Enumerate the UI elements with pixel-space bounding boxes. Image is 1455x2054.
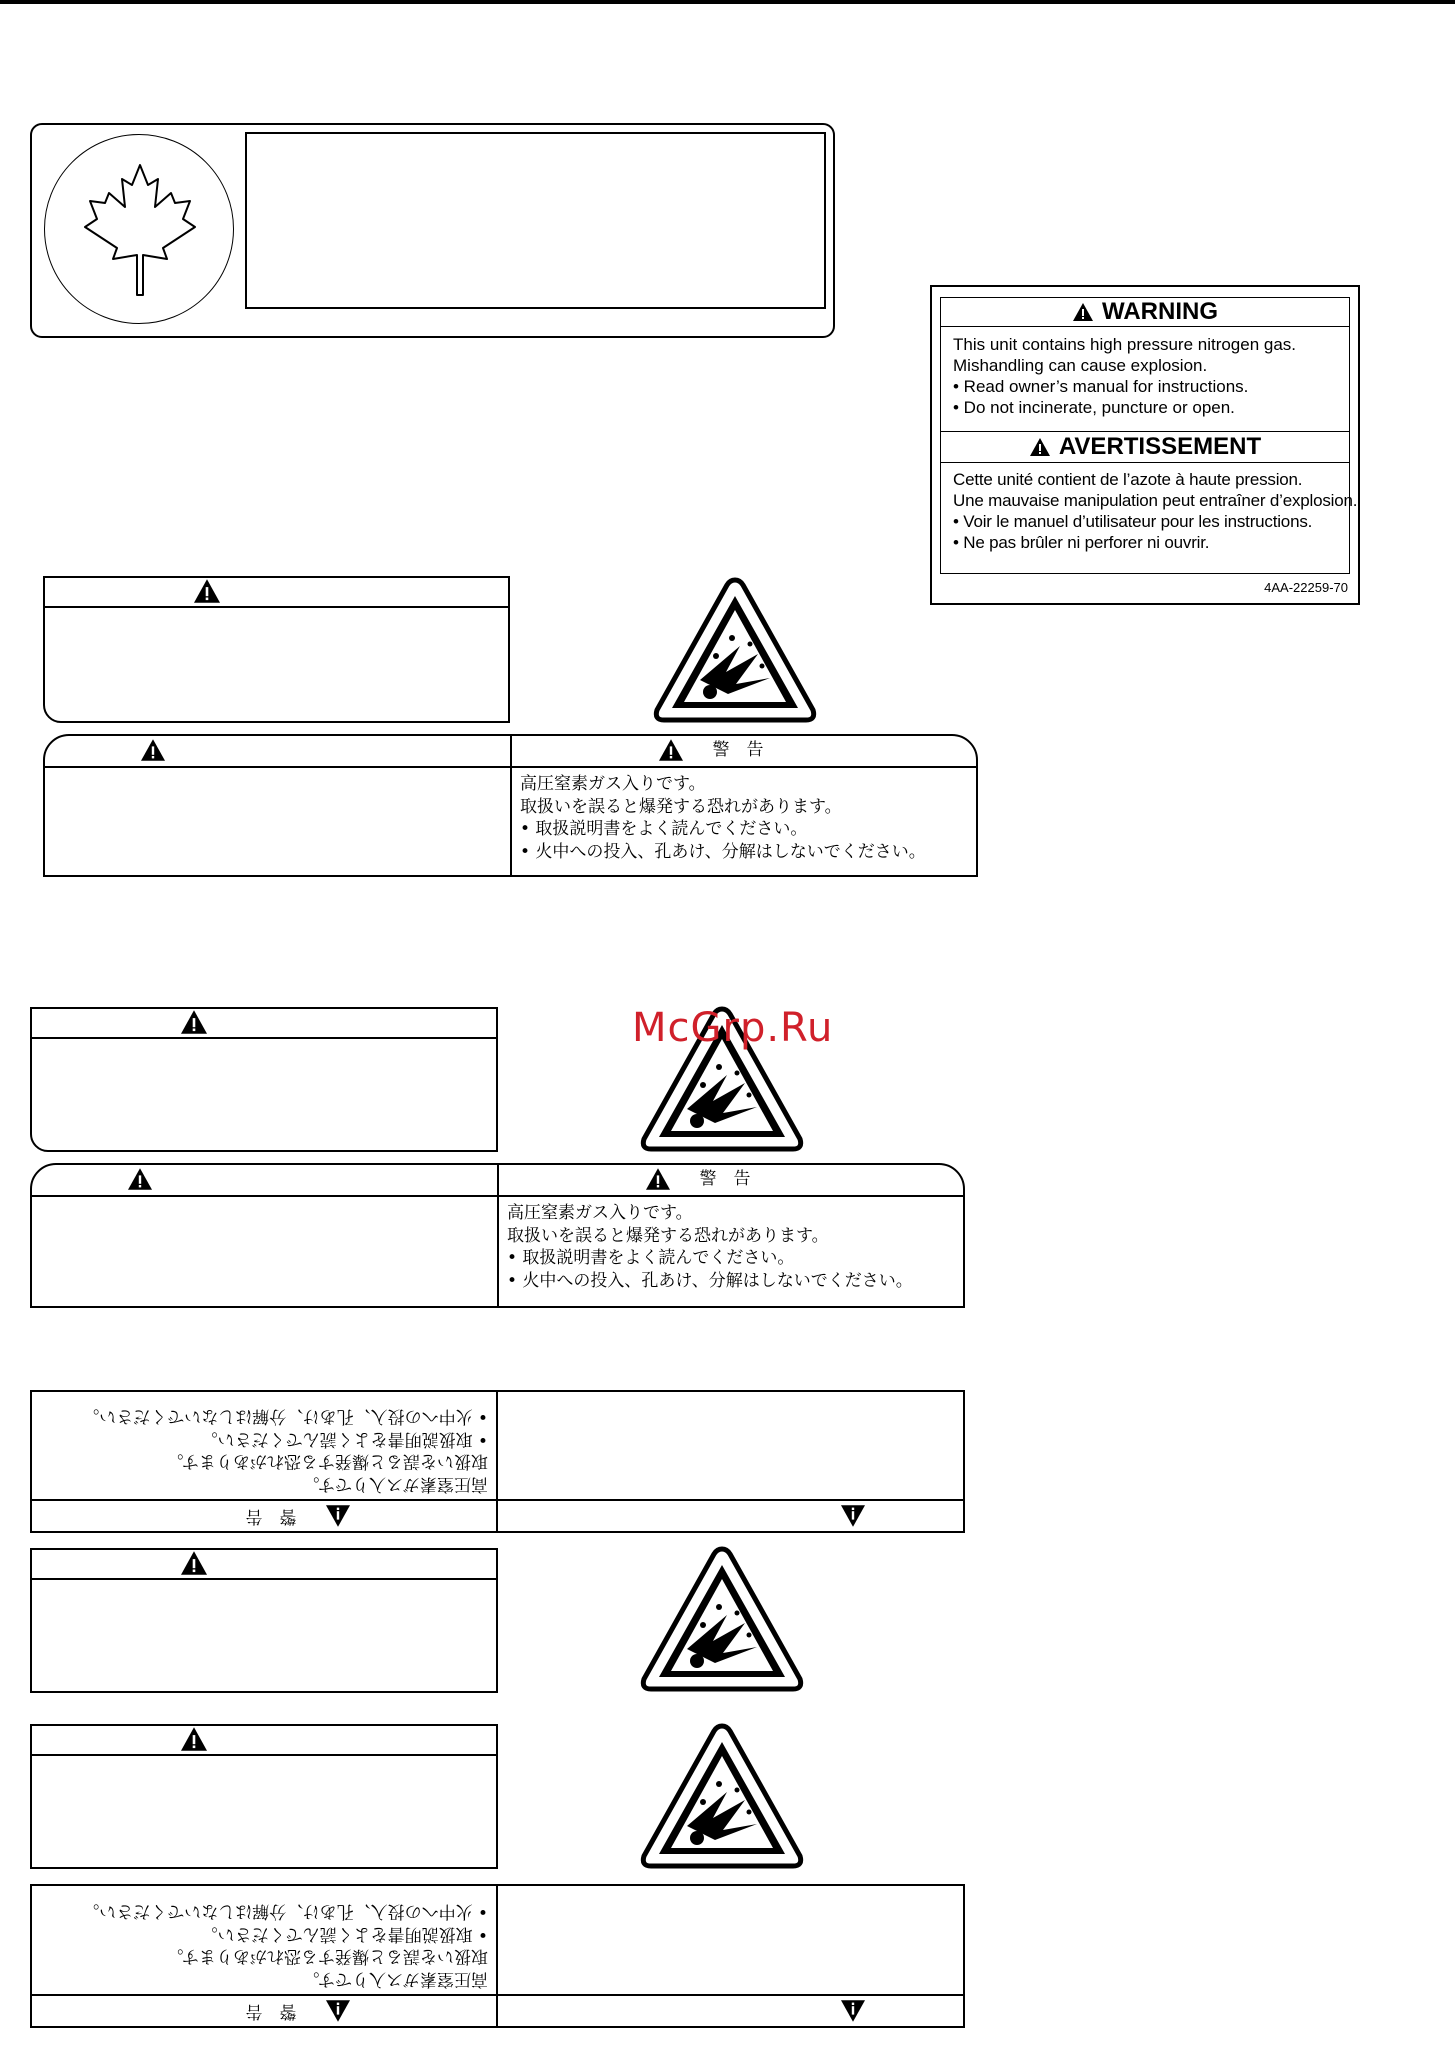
jp-text bbox=[82, 1405, 488, 1495]
warning-triangle-icon bbox=[325, 1999, 353, 2023]
jp-text bbox=[507, 1202, 913, 1292]
warning-triangle-icon bbox=[1029, 437, 1051, 457]
avertissement-line: • Voir le manuel d’utilisateur pour les instructions. bbox=[953, 512, 1313, 531]
jp-header-text: 警 告 bbox=[699, 1168, 751, 1189]
jp-header bbox=[32, 1501, 496, 1531]
warning-triangle-icon bbox=[839, 1504, 867, 1528]
jp-line: • 火中への投入、孔あけ、分解はしないでください。 bbox=[82, 1901, 488, 1922]
blank-warning-header bbox=[30, 1724, 498, 1756]
blank-warning-header bbox=[30, 1007, 498, 1039]
warning-triangle-icon bbox=[192, 578, 222, 604]
jp-line: • 火中への投入、孔あけ、分解はしないでください。 bbox=[507, 1270, 913, 1291]
jp-line: • 取扱説明書をよく読んでください。 bbox=[507, 1248, 795, 1268]
warning-triangle-icon bbox=[325, 1504, 353, 1528]
explosion-hazard-icon bbox=[652, 576, 818, 724]
warning-triangle-icon bbox=[179, 1009, 209, 1035]
avertissement-line: • Ne pas brûler ni perforer ni ouvrir. bbox=[953, 533, 1210, 552]
jp-header-text: 警 告 bbox=[245, 2001, 297, 2022]
jp-line: • 取扱説明書をよく読んでください。 bbox=[200, 1924, 488, 1944]
inverted-warning-label bbox=[30, 1390, 965, 1533]
jp-header bbox=[512, 734, 978, 766]
maple-leaf-icon bbox=[44, 134, 234, 324]
dual-label-divider bbox=[496, 1392, 498, 1531]
warning-title-row bbox=[940, 297, 1350, 327]
blank-warning-header bbox=[30, 1548, 498, 1580]
jp-line: 取扱いを誤ると爆発する恐れがあります。 bbox=[166, 1451, 488, 1472]
explosion-hazard-icon bbox=[639, 1722, 805, 1870]
warning-text bbox=[953, 334, 1348, 418]
avertissement-title: AVERTISSEMENT bbox=[1058, 433, 1262, 460]
warning-triangle-icon bbox=[179, 1550, 209, 1576]
warning-title: WARNING bbox=[1102, 297, 1218, 325]
inverted-warning-label bbox=[30, 1884, 965, 2028]
warning-triangle-icon bbox=[644, 1167, 672, 1191]
jp-text bbox=[520, 773, 926, 863]
jp-line: • 火中への投入、孔あけ、分解はしないでください。 bbox=[520, 841, 926, 862]
avertissement-title-row bbox=[940, 431, 1350, 463]
jp-line: • 火中への投入、孔あけ、分解はしないでください。 bbox=[82, 1406, 488, 1427]
watermark: McGrp.Ru bbox=[632, 1005, 834, 1051]
jp-header bbox=[32, 1996, 496, 2026]
avertissement-line: Une mauvaise manipulation peut entraîner d’explosion. bbox=[953, 491, 1358, 510]
warning-line: Mishandling can cause explosion. bbox=[953, 356, 1208, 375]
jp-header-text: 警 告 bbox=[245, 1506, 297, 1527]
warning-line: • Do not incinerate, puncture or open. bbox=[953, 398, 1235, 417]
canada-label-text-box bbox=[245, 132, 826, 309]
warning-triangle-icon bbox=[657, 738, 685, 762]
jp-line: 高圧窒素ガス入りです。 bbox=[302, 1474, 488, 1494]
warning-triangle-icon bbox=[126, 1167, 154, 1191]
warning-triangle-icon bbox=[179, 1726, 209, 1752]
label-code: 4AA-22259-70 bbox=[1264, 580, 1348, 595]
jp-line: • 取扱説明書をよく読んでください。 bbox=[200, 1429, 488, 1449]
jp-text bbox=[82, 1900, 488, 1990]
jp-line: 取扱いを誤ると爆発する恐れがあります。 bbox=[166, 1946, 488, 1967]
warning-triangle-icon bbox=[1072, 302, 1094, 322]
jp-line: 高圧窒素ガス入りです。 bbox=[302, 1969, 488, 1989]
warning-triangle-icon bbox=[839, 1999, 867, 2023]
jp-line: • 取扱説明書をよく読んでください。 bbox=[520, 819, 808, 839]
jp-header-text: 警 告 bbox=[712, 739, 764, 760]
jp-line: 取扱いを誤ると爆発する恐れがあります。 bbox=[507, 1225, 829, 1246]
jp-line: 取扱いを誤ると爆発する恐れがあります。 bbox=[520, 796, 842, 817]
warning-triangle-icon bbox=[139, 738, 167, 762]
avertissement-text bbox=[953, 469, 1358, 553]
dual-label-divider bbox=[496, 1886, 498, 2026]
page-top-rule bbox=[0, 0, 1455, 4]
blank-warning-header bbox=[43, 576, 510, 608]
jp-line: 高圧窒素ガス入りです。 bbox=[520, 774, 706, 794]
warning-line: • Read owner’s manual for instructions. bbox=[953, 377, 1249, 396]
explosion-hazard-icon bbox=[639, 1545, 805, 1693]
jp-line: 高圧窒素ガス入りです。 bbox=[507, 1203, 693, 1223]
warning-line: This unit contains high pressure nitrogen gas. bbox=[953, 335, 1297, 354]
avertissement-line: Cette unité contient de l’azote à haute pression. bbox=[953, 470, 1303, 489]
jp-header bbox=[499, 1163, 965, 1195]
